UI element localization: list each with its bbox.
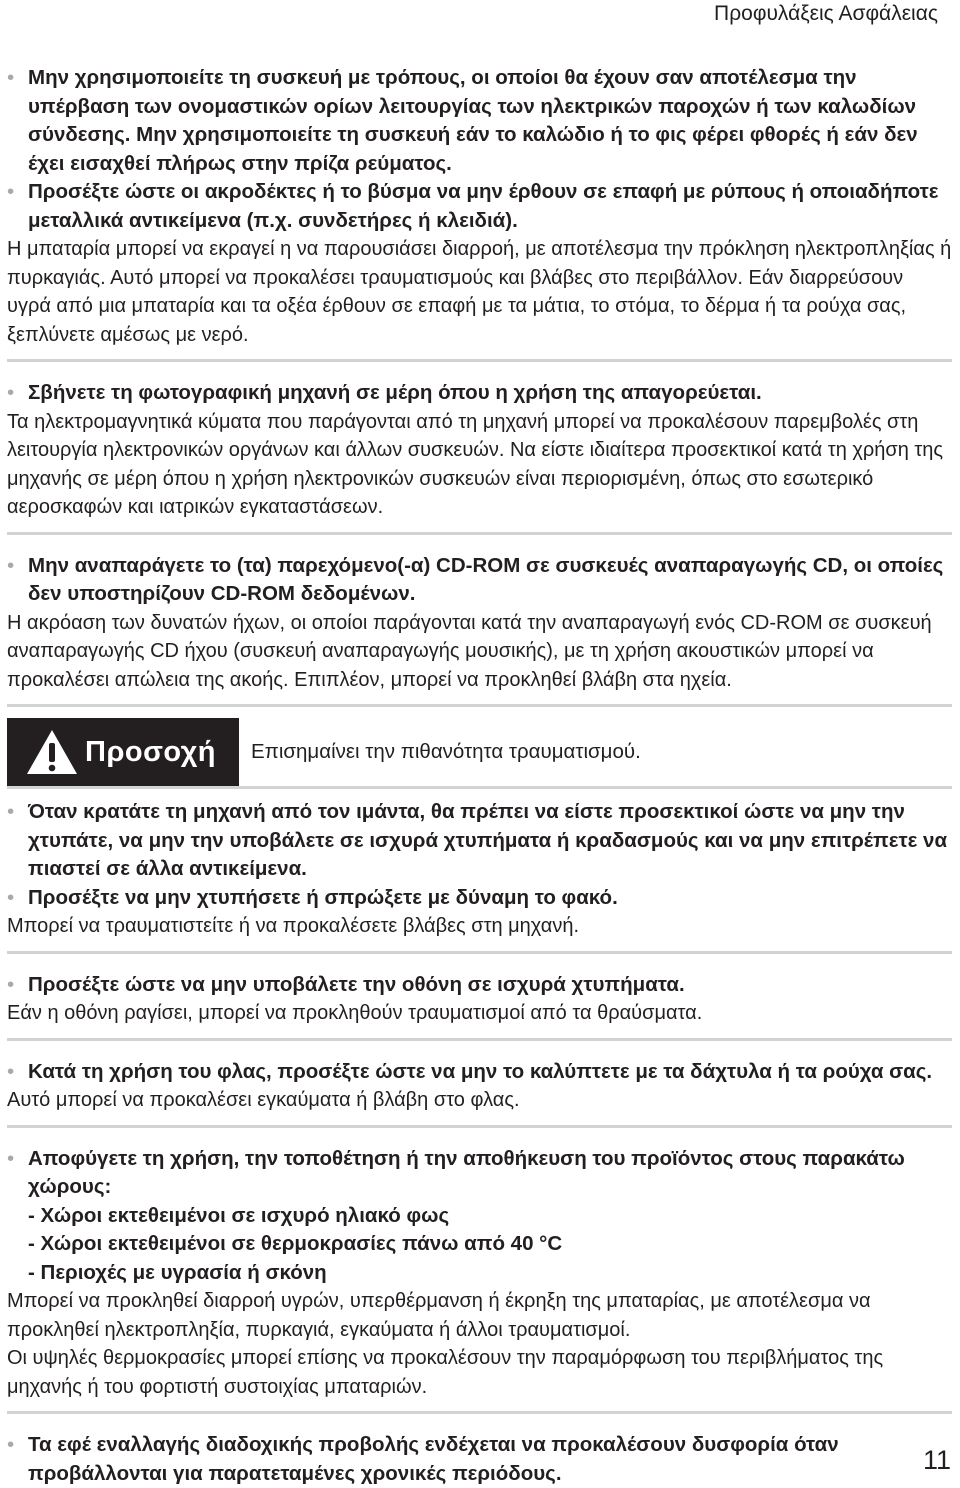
sub-list-item: - Χώροι εκτεθειμένοι σε ισχυρό ηλιακό φως bbox=[28, 1203, 450, 1227]
body-paragraph: Μπορεί να προκληθεί διαρροή υγρών, υπερθέρμανση ή έκρηξη της μπαταρίας, με αποτέλεσμα να προκληθεί ηλεκτροπληξία, πυρκαγιά, εγκαύματα ή άλλοι τραυματισμοί. bbox=[7, 1290, 871, 1341]
section-slideshow bbox=[7, 1431, 952, 1488]
body-paragraph: Η μπαταρία μπορεί να εκραγεί η να παρουσιάσει διαρροή, με αποτέλεσμα την πρόκληση ηλεκτροπληξίας ή πυρκαγιάς. Αυτό μπορεί να προκαλέσει τραυματισμούς και βλάβες στο περιβάλλον. Εάν διαρρεύσουν υγρά από μια μπαταρία και τα οξέα έρθουν σε επαφή με τα μάτια, το στόμα, το δέρμα ή τα ρούχα σας, ξεπλύνετε αμέσως με νερό. bbox=[7, 238, 952, 346]
section-divider bbox=[7, 532, 952, 535]
warning-triangle-icon bbox=[25, 728, 79, 776]
body-paragraph: Οι υψηλές θερμοκρασίες μπορεί επίσης να προκαλέσουν την παραμόρφωση του περιβλήματος της μηχανής ή του φορτιστή συστοιχίας μπαταριών. bbox=[7, 1347, 884, 1398]
document-body bbox=[7, 64, 952, 1488]
bullet-item: • Τα εφέ εναλλαγής διαδοχικής προβολής ενδέχεται να προκαλέσουν δυσφορία όταν προβάλλονται για παρατεταμένες χρονικές περιόδους. bbox=[7, 1431, 952, 1488]
section-divider bbox=[7, 704, 952, 707]
section-strap-lens bbox=[7, 798, 952, 941]
section-storage-locations bbox=[7, 1145, 952, 1402]
section-divider bbox=[7, 1038, 952, 1041]
section-screen bbox=[7, 971, 952, 1028]
body-paragraph: Τα ηλεκτρομαγνητικά κύματα που παράγονται από τη μηχανή μπορεί να προκαλέσουν παρεμβολές στη λειτουργία ηλεκτρονικών οργάνων και άλλων συσκευών. Να είστε ιδιαίτερα προσεκτικοί κατά τη χρήση της μηχανής σε μέρη όπου η χρήση ηλεκτρονικών συσκευών είναι περιορισμένη, όπως στο εσωτερικό αεροσκαφών και ιατρικών εγκαταστάσεων. bbox=[7, 410, 944, 518]
bullet-item: • Αποφύγετε τη χρήση, την τοποθέτηση ή την αποθήκευση του προϊόντος στους παρακάτω χώρους: bbox=[7, 1145, 952, 1202]
caution-label-box bbox=[7, 718, 239, 786]
section-divider bbox=[7, 359, 952, 362]
page-header-title: Προφυλάξεις Ασφάλειας bbox=[714, 2, 938, 25]
caution-banner bbox=[7, 718, 952, 789]
section-divider bbox=[7, 1411, 952, 1414]
bullet-item: • Μην αναπαράγετε το (τα) παρεχόμενο(-α) CD-ROM σε συσκευές αναπαραγωγής CD, οι οποίες δεν υποστηρίζουν CD-ROM δεδομένων. bbox=[7, 552, 952, 609]
bullet-item: • Σβήνετε τη φωτογραφική μηχανή σε μέρη όπου η χρήση της απαγορεύεται. bbox=[7, 379, 952, 408]
caution-description: Επισημαίνει την πιθανότητα τραυματισμού. bbox=[251, 740, 641, 763]
section-cd-rom bbox=[7, 552, 952, 695]
body-paragraph: Αυτό μπορεί να προκαλέσει εγκαύματα ή βλάβη στο φλας. bbox=[7, 1089, 520, 1111]
section-battery-power bbox=[7, 64, 952, 349]
sub-list-item: - Χώροι εκτεθειμένοι σε θερμοκρασίες πάνω από 40 °C bbox=[28, 1232, 563, 1255]
section-divider bbox=[7, 951, 952, 954]
bullet-item: • Όταν κρατάτε τη μηχανή από τον ιμάντα, θα πρέπει να είστε προσεκτικοί ώστε να μην την χτυπάτε, να μην την υποβάλετε σε ισχυρά χτυπήματα ή κραδασμούς και να μην επιτρέπετε να πιαστεί σε άλλα αντικείμενα. bbox=[7, 798, 952, 884]
bullet-item: • Μην χρησιμοποιείτε τη συσκευή με τρόπους, οι οποίοι θα έχουν σαν αποτέλεσμα την υπέρβαση των ονομαστικών ορίων λειτουργίας των ηλεκτρικών παροχών ή των καλωδίων σύνδεσης. Μην χρησιμοποιείτε τη συσκευή εάν το καλώδιο ή το φις φέρει φθορές ή εάν δεν έχει εισαχθεί πλήρως στην πρίζα ρεύματος. bbox=[7, 64, 952, 178]
caution-title: Προσοχή bbox=[85, 735, 217, 768]
body-paragraph: Εάν η οθόνη ραγίσει, μπορεί να προκληθούν τραυματισμοί από τα θραύσματα. bbox=[7, 1002, 703, 1024]
bullet-item: • Προσέξτε να μην χτυπήσετε ή σπρώξετε με δύναμη το φακό. bbox=[7, 884, 952, 913]
body-paragraph: Μπορεί να τραυματιστείτε ή να προκαλέσετε βλάβες στη μηχανή. bbox=[7, 915, 580, 937]
bullet-item: • Προσέξτε ώστε οι ακροδέκτες ή το βύσμα να μην έρθουν σε επαφή με ρύπους ή οποιαδήποτε μεταλλικά αντικείμενα (π.χ. συνδετήρες ή κλειδιά). bbox=[7, 178, 952, 235]
section-restricted-areas bbox=[7, 379, 952, 522]
page-number: 11 bbox=[922, 1445, 951, 1475]
sub-list-item: - Περιοχές με υγρασία ή σκόνη bbox=[28, 1260, 327, 1284]
section-flash bbox=[7, 1058, 952, 1115]
bullet-item: • Προσέξτε ώστε να μην υποβάλετε την οθόνη σε ισχυρά χτυπήματα. bbox=[7, 971, 952, 1000]
section-divider bbox=[7, 1125, 952, 1128]
bullet-item: • Κατά τη χρήση του φλας, προσέξτε ώστε να μην το καλύπτετε με τα δάχτυλα ή τα ρούχα σας. bbox=[7, 1058, 952, 1087]
body-paragraph: Η ακρόαση των δυνατών ήχων, οι οποίοι παράγονται κατά την αναπαραγωγή ενός CD-ROM σε συσκευή αναπαραγωγής CD ήχου (συσκευή αναπαραγωγής μουσικής), με τη χρήση ακουστικών μπορεί να προκαλέσει απώλεια της ακοής. Επιπλέον, μπορεί να προκληθεί βλάβη στα ηχεία. bbox=[7, 611, 932, 691]
